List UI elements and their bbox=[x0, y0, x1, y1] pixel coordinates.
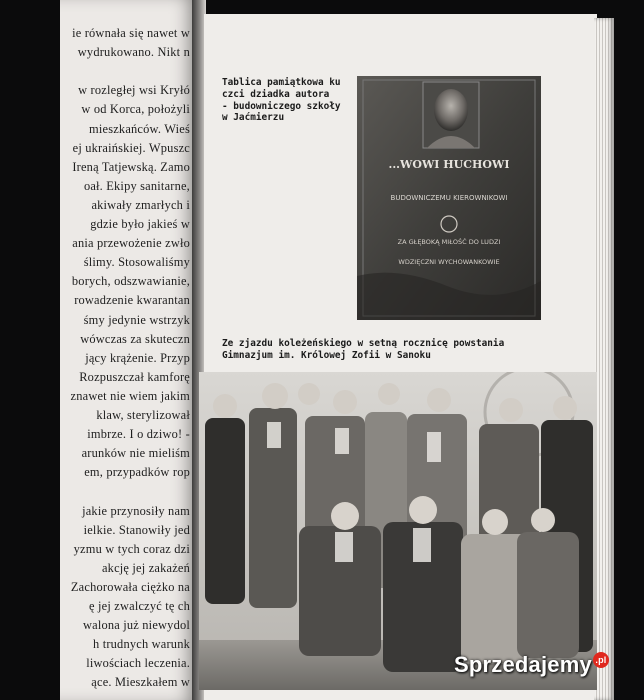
left-page-text-line: yzmu w tych coraz dzi bbox=[73, 541, 190, 556]
left-page-text-line: jakie przynosiły nam bbox=[82, 503, 190, 518]
left-page-text-line: oał. Ekipy sanitarne, bbox=[83, 178, 190, 193]
plaque-caption bbox=[222, 77, 341, 124]
plaque-line: WDZIĘCZNI WYCHOWANKOWIE bbox=[398, 258, 500, 266]
watermark-logo bbox=[454, 652, 609, 678]
left-page-text-line: Zachorowała ciężko na bbox=[70, 579, 190, 594]
left-page-text-line: ę jej zwalczyć tę ch bbox=[89, 599, 190, 613]
plaque-caption-line: - budowniczego szkoły bbox=[222, 100, 341, 112]
left-page-text-line: akiwały zmarłych i bbox=[91, 197, 190, 212]
left-page-text-line: ania przewożenie zwło bbox=[72, 236, 190, 251]
group-caption-line: Gimnazjum im. Królowej Zofii w Sanoku bbox=[222, 349, 431, 361]
left-page-text-line: arunków nie mieliśm bbox=[81, 446, 190, 461]
plaque-line: BUDOWNICZEMU KIEROWNIKOWI bbox=[390, 194, 508, 202]
group-caption bbox=[222, 338, 504, 362]
left-page-text-line: jący krążenie. Przyp bbox=[85, 350, 190, 365]
left-page-text-line: ślimy. Stosowaliśmy bbox=[83, 255, 190, 270]
left-page-text-line: ące. Mieszkałem w bbox=[91, 675, 190, 690]
left-page-text-line: Ireną Tatjewską. Zamo bbox=[72, 159, 190, 174]
left-page-text-line: wówczas za skuteczn bbox=[80, 331, 190, 346]
left-page-text-line: borych, odszwawianie, bbox=[71, 274, 190, 289]
left-page-text-line: h trudnych warunk bbox=[93, 637, 190, 652]
group-of-men-image bbox=[199, 372, 597, 690]
page-edges bbox=[594, 18, 614, 700]
group-photo bbox=[199, 372, 597, 690]
group-caption-line: Ze zjazdu koleżeńskiego w setną rocznicę powstania bbox=[222, 338, 505, 349]
memorial-plaque-image bbox=[357, 76, 541, 320]
plaque-photo bbox=[357, 76, 541, 320]
left-page-text-line: gdzie było jakieś w bbox=[90, 217, 190, 231]
left-page-text-line: liwościach leczenia. bbox=[86, 656, 190, 671]
left-page-text-line: Rozpuszczał kamforę bbox=[79, 369, 190, 384]
left-page-text-line: ej ukraińskiej. Wpuszc bbox=[72, 140, 190, 155]
watermark-suffix: .pl bbox=[593, 652, 609, 668]
left-page-text-line: walona już niewydol bbox=[82, 618, 190, 633]
left-page-text-line: imbrze. I o dziwo! - bbox=[87, 427, 190, 442]
left-page-text-line: ie równała się nawet w bbox=[72, 26, 190, 40]
left-page-text-line: em, przypadków rop bbox=[84, 465, 190, 480]
plaque-caption-line: Tablica pamiątkowa ku bbox=[222, 77, 341, 88]
left-page-text-line: akcję jej zakażeń bbox=[101, 560, 190, 575]
left-page-text-line: rowadzenie kwarantan bbox=[74, 293, 190, 308]
left-page-text-line: ielkie. Stanowiły jed bbox=[83, 522, 190, 537]
left-page-text-line: klaw, sterylizował bbox=[96, 408, 190, 422]
watermark-text: Sprzedajemy bbox=[454, 652, 592, 677]
left-page-text-line: znawet nie wiem jakim bbox=[70, 388, 190, 403]
left-page-text-line: w rozległej wsi Kryłó bbox=[78, 83, 190, 98]
left-page-text-line: mieszkańców. Wieś bbox=[89, 121, 190, 136]
plaque-caption-line: w Jaćmierzu bbox=[222, 112, 285, 124]
plaque-line: ...WOWI HUCHOWI bbox=[388, 158, 510, 171]
left-page-text-line: śmy jedynie wstrzyk bbox=[83, 312, 190, 327]
left-page bbox=[60, 0, 196, 700]
plaque-line: ZA GŁĘBOKĄ MIŁOŚĆ DO LUDZI bbox=[397, 238, 501, 246]
left-page-text-line: w od Korca, położyli bbox=[81, 102, 190, 117]
plaque-caption-line: czci dziadka autora bbox=[222, 88, 330, 100]
left-page-text-line: wydrukowano. Nikt n bbox=[77, 45, 190, 60]
